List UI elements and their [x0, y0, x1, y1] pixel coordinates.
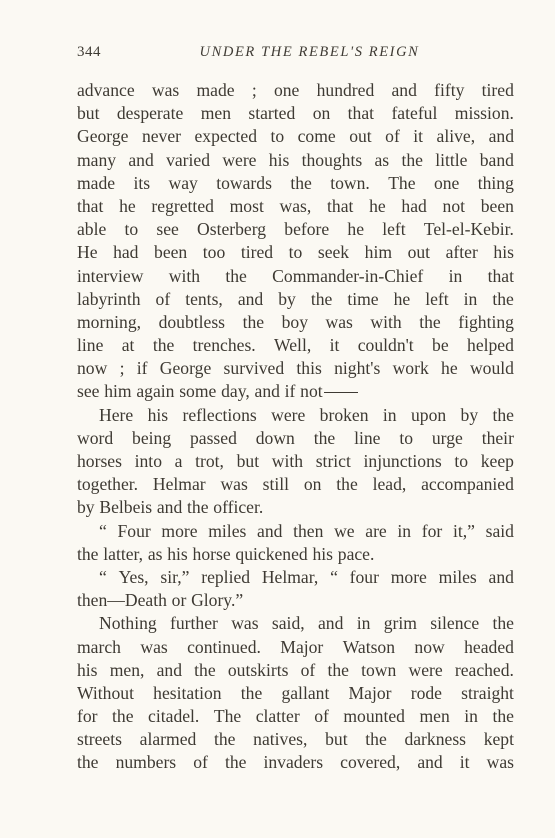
word: him: [364, 242, 393, 263]
word: with: [370, 311, 402, 332]
word: being: [132, 427, 172, 448]
word: the: [224, 752, 247, 773]
word: the: [492, 706, 514, 727]
word: the: [240, 682, 263, 703]
text-line: [77, 543, 514, 566]
word: interview: [77, 265, 144, 286]
word: numbers: [115, 752, 177, 773]
word: of: [193, 752, 208, 773]
word: of: [155, 288, 171, 309]
word: was: [220, 474, 248, 495]
body-text: [77, 79, 514, 775]
word: the: [213, 729, 236, 750]
text-line: [77, 612, 514, 635]
word: the: [336, 474, 358, 495]
word: Helmar: [152, 474, 206, 495]
word: Nothing: [99, 613, 157, 634]
word: then—Death: [77, 590, 167, 611]
word: the: [152, 335, 175, 356]
word: the: [327, 659, 349, 680]
word: invaders: [263, 752, 324, 773]
word: the: [313, 427, 336, 448]
word: the: [492, 613, 514, 634]
word: that: [347, 103, 375, 124]
text-line: [77, 149, 514, 172]
text-line: [77, 496, 514, 519]
word: hundred: [316, 80, 375, 100]
word: in: [448, 265, 463, 286]
word: but: [325, 729, 348, 750]
text-line: [77, 659, 514, 682]
word: he: [369, 195, 386, 216]
word: passed: [189, 427, 237, 448]
word: fateful: [391, 103, 438, 124]
word: as: [374, 149, 390, 170]
word: into: [134, 451, 162, 471]
word: citadel.: [148, 706, 200, 727]
page-header: [77, 44, 514, 66]
text-line: [77, 218, 514, 241]
text-line: [77, 404, 514, 427]
word: out: [349, 126, 372, 147]
word: ;: [119, 358, 125, 379]
word: Without: [77, 682, 134, 703]
word: said,: [271, 613, 305, 634]
word: of: [314, 706, 329, 727]
word: together.: [77, 474, 139, 495]
word: on: [303, 474, 322, 495]
word: on: [312, 103, 331, 124]
word: for: [77, 706, 98, 727]
word: in: [356, 613, 371, 634]
word: by: [460, 404, 479, 425]
word: the: [401, 149, 423, 170]
page-number: 344: [77, 44, 101, 60]
text-line: [77, 195, 514, 218]
text-line: [77, 751, 514, 774]
word: alarmed: [139, 729, 197, 750]
word: band: [479, 149, 514, 170]
word: tired: [481, 80, 514, 100]
word: boy: [281, 311, 308, 332]
word: little: [435, 149, 468, 170]
word: been: [154, 242, 188, 263]
text-line: [77, 380, 514, 403]
word: trenches.: [192, 335, 256, 356]
word: and: [257, 520, 283, 541]
word: natives,: [253, 729, 308, 750]
word: the: [77, 752, 99, 773]
word: that: [327, 195, 354, 216]
word: sir,”: [160, 566, 190, 587]
word: replied: [201, 566, 251, 587]
word: a: [174, 451, 183, 471]
word: he: [119, 195, 136, 216]
word: strict: [315, 451, 351, 471]
word: be: [432, 335, 449, 356]
word: hesitation: [153, 682, 222, 703]
word: this: [296, 358, 322, 379]
word: straight: [461, 682, 514, 703]
word: tents,: [185, 288, 223, 309]
word: were: [271, 404, 306, 425]
word: that: [77, 195, 104, 216]
word: fighting: [458, 311, 514, 332]
word: to: [399, 427, 414, 448]
word: his: [268, 149, 290, 170]
word: down: [255, 427, 295, 448]
word: headed: [464, 636, 514, 657]
word: too: [202, 242, 226, 263]
word: but: [236, 451, 260, 471]
word: not: [442, 195, 466, 216]
word: would: [469, 358, 514, 379]
word: doubtless: [158, 311, 226, 332]
word: the: [242, 311, 265, 332]
word: or: [171, 590, 187, 611]
word: most: [229, 195, 264, 216]
word: the: [77, 543, 99, 564]
word: mounted: [343, 706, 405, 727]
text-line: [77, 241, 514, 264]
word: his: [77, 659, 98, 680]
word: latter,: [103, 543, 144, 564]
word: to: [270, 126, 285, 147]
text-line: [77, 79, 514, 102]
text-line: [77, 566, 514, 589]
em-dash-rule: [324, 392, 358, 393]
word: and: [417, 752, 443, 773]
word: The: [388, 172, 416, 193]
word: accompanied: [421, 474, 514, 495]
word: expected: [194, 126, 257, 147]
word: “: [99, 520, 107, 541]
word: he: [347, 219, 365, 240]
text-line: [77, 125, 514, 148]
word: thing: [477, 172, 514, 193]
word: “: [99, 566, 107, 587]
word: then: [293, 520, 324, 541]
word: Four: [117, 520, 151, 541]
word: mission.: [454, 103, 514, 124]
word: left: [425, 288, 449, 309]
word: as: [147, 543, 163, 564]
word: their: [481, 427, 514, 448]
word: the: [310, 288, 333, 309]
word: way: [168, 172, 198, 193]
word: and: [254, 381, 280, 402]
word: it: [413, 126, 424, 147]
word: reached.: [454, 659, 514, 680]
word: officer.: [213, 497, 264, 518]
word: in: [463, 288, 478, 309]
word: helped: [467, 335, 514, 356]
text-line: [77, 172, 514, 195]
word: horses: [77, 451, 122, 471]
text-line: [77, 682, 514, 705]
word: lead,: [372, 474, 407, 495]
word: more: [390, 566, 427, 587]
word: the: [365, 729, 387, 750]
word: pace.: [337, 543, 375, 564]
word: advance: [77, 80, 135, 100]
word: come: [297, 126, 336, 147]
word: Helmar,: [261, 566, 319, 587]
word: for: [421, 520, 443, 541]
word: Here: [99, 404, 134, 425]
word: streets: [77, 729, 122, 750]
word: it: [459, 752, 470, 773]
word: and: [317, 613, 344, 634]
word: to: [288, 242, 303, 263]
word: see: [77, 381, 100, 402]
word: out: [407, 242, 431, 263]
word: if: [136, 358, 148, 379]
word: he: [393, 288, 411, 309]
word: was: [486, 752, 514, 773]
word: one: [433, 172, 460, 193]
word: word: [77, 427, 114, 448]
text-line: [77, 520, 514, 543]
word: Commander-in-Chief: [272, 265, 424, 286]
text-line: [77, 334, 514, 357]
word: of: [385, 126, 400, 147]
word: by: [77, 497, 95, 518]
word: his: [312, 543, 334, 564]
word: had: [401, 195, 427, 216]
word: The: [213, 706, 242, 727]
word: it,”: [452, 520, 475, 541]
word: still: [262, 474, 290, 495]
word: are: [365, 520, 387, 541]
word: miles: [208, 520, 247, 541]
word: some: [179, 381, 217, 402]
word: were: [222, 149, 257, 170]
word: “: [330, 566, 338, 587]
word: men: [419, 706, 450, 727]
word: Watson: [342, 636, 396, 657]
word: not: [300, 380, 357, 403]
word: men,: [109, 659, 145, 680]
word: covered,: [340, 752, 401, 773]
word: further: [170, 613, 218, 634]
word: had: [113, 242, 139, 263]
word: been: [480, 195, 514, 216]
word: varied: [166, 149, 211, 170]
word: alive,: [436, 126, 476, 147]
word: day,: [221, 381, 250, 402]
text-line: [77, 589, 514, 612]
word: upon: [410, 404, 447, 425]
word: in: [397, 520, 412, 541]
word: to: [124, 219, 139, 240]
word: tired: [240, 242, 274, 263]
word: was: [151, 80, 180, 100]
word: reflections: [182, 404, 257, 425]
word: couldn't: [357, 335, 414, 356]
word: horse: [192, 543, 231, 564]
word: was,: [279, 195, 312, 216]
text-line: [77, 473, 514, 496]
word: again: [136, 381, 175, 402]
word: Belbeis: [99, 497, 153, 518]
word: towards: [216, 172, 272, 193]
word: line: [77, 335, 104, 356]
word: four: [349, 566, 379, 587]
text-line: [77, 288, 514, 311]
word: seek: [317, 242, 350, 263]
word: regretted: [151, 195, 214, 216]
word: George: [77, 126, 129, 147]
word: more: [161, 520, 198, 541]
word: he: [441, 358, 458, 379]
word: keep: [480, 451, 514, 471]
word: quickened: [235, 543, 308, 564]
word: by: [278, 288, 296, 309]
word: the: [492, 404, 514, 425]
word: work: [392, 358, 429, 379]
running-title: UNDER THE REBEL'S REIGN: [199, 44, 420, 60]
text-line: [77, 311, 514, 334]
word: and: [391, 80, 417, 100]
word: never: [141, 126, 182, 147]
word: fifty: [434, 80, 465, 100]
word: his: [167, 543, 188, 564]
word: with: [168, 265, 201, 286]
word: it: [329, 335, 340, 356]
word: now: [414, 636, 445, 657]
word: rode: [410, 682, 442, 703]
word: and: [128, 149, 154, 170]
word: said: [485, 520, 514, 541]
word: grim: [383, 613, 417, 634]
word: and: [156, 659, 182, 680]
text-line: [77, 728, 514, 751]
word: made: [77, 172, 116, 193]
word: George: [159, 358, 212, 379]
word: injunctions: [363, 451, 442, 471]
word: in: [464, 706, 478, 727]
word: him: [104, 381, 132, 402]
word: was: [325, 311, 353, 332]
word: after: [445, 242, 478, 263]
word: and: [156, 497, 183, 518]
word: at: [121, 335, 135, 356]
word: the: [419, 311, 441, 332]
word: town.: [330, 172, 370, 193]
word: Glory.”: [191, 590, 244, 611]
word: town: [361, 659, 397, 680]
word: of: [300, 659, 316, 680]
word: with: [271, 451, 304, 471]
text-line: [77, 357, 514, 380]
word: made: [196, 80, 235, 100]
text-line: [77, 450, 514, 473]
word: his: [493, 242, 514, 263]
word: that: [487, 265, 514, 286]
word: were: [408, 659, 443, 680]
word: and: [237, 288, 264, 309]
word: but: [77, 103, 100, 124]
word: was: [140, 636, 168, 657]
text-line: [77, 636, 514, 659]
word: Osterberg: [197, 219, 267, 240]
word: his: [147, 404, 169, 425]
word: darkness: [404, 729, 467, 750]
word: He: [77, 242, 98, 263]
word: to: [454, 451, 469, 471]
word: silence: [430, 613, 480, 634]
word: left: [382, 219, 406, 240]
word: see: [156, 219, 179, 240]
word: Tel-el-Kebir.: [423, 219, 514, 240]
word: broken: [319, 404, 369, 425]
word: Yes,: [118, 566, 149, 587]
word: the: [112, 706, 134, 727]
word: desperate: [116, 103, 184, 124]
word: continued.: [187, 636, 261, 657]
word: was: [231, 613, 259, 634]
word: line: [354, 427, 381, 448]
word: and: [488, 566, 514, 587]
word: kept: [483, 729, 514, 750]
word: the: [225, 265, 247, 286]
text-line: [77, 102, 514, 125]
word: thoughts: [301, 149, 363, 170]
word: trot,: [195, 451, 224, 471]
word: the: [187, 497, 209, 518]
word: now: [77, 358, 108, 379]
word: men: [200, 103, 231, 124]
word: the: [194, 659, 216, 680]
word: outskirts: [227, 659, 289, 680]
word: night's: [334, 358, 381, 379]
word: march: [77, 636, 121, 657]
text-line: [77, 265, 514, 288]
word: labyrinth: [77, 288, 141, 309]
word: miles: [438, 566, 477, 587]
text-line: [77, 705, 514, 728]
word: Major: [348, 682, 392, 703]
word: clatter: [255, 706, 300, 727]
word: and: [488, 126, 514, 147]
text-line: [77, 427, 514, 450]
word: survived: [223, 358, 285, 379]
word: one: [273, 80, 300, 100]
word: Major: [280, 636, 324, 657]
word: urge: [431, 427, 463, 448]
word: ;: [251, 80, 257, 100]
word: time: [347, 288, 379, 309]
word: the: [290, 172, 312, 193]
word: able: [77, 219, 107, 240]
word: started: [248, 103, 296, 124]
word: its: [133, 172, 151, 193]
word: in: [382, 404, 397, 425]
word: if: [284, 381, 296, 402]
word: morning,: [77, 311, 142, 332]
word: we: [334, 520, 355, 541]
word: many: [77, 149, 117, 170]
word: before: [284, 219, 330, 240]
word: gallant: [281, 682, 330, 703]
word: the: [492, 288, 514, 309]
word: Well,: [274, 335, 312, 356]
